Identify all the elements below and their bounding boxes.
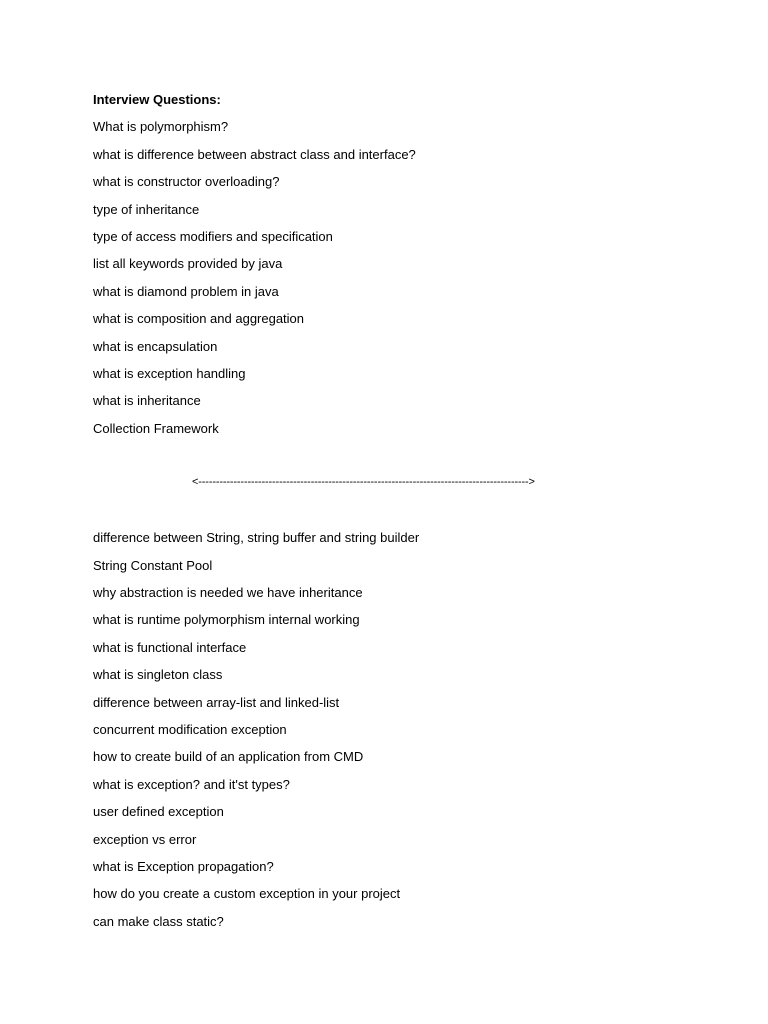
question-item: concurrent modification exception [93,721,287,737]
section-separator: <----------------------------------------------------------------------------------------------> [192,476,535,489]
question-item: how to create build of an application from CMD [93,749,364,765]
question-item: what is exception handling [93,365,246,381]
question-item: difference between String, string buffer and string builder [93,530,420,546]
question-item: why abstraction is needed we have inheritance [93,585,363,601]
question-item: what is Exception propagation? [93,858,274,874]
document-heading: Interview Questions: [93,92,221,107]
question-item: type of access modifiers and specification [93,228,333,244]
question-item: difference between array-list and linked-list [93,694,340,710]
question-item: list all keywords provided by java [93,256,283,272]
document-body [93,86,693,935]
question-item: what is functional interface [93,639,247,655]
question-item: what is difference between abstract class and interface? [93,146,416,162]
question-item: What is polymorphism? [93,119,229,135]
question-item: what is diamond problem in java [93,283,279,299]
question-item: user defined exception [93,804,224,820]
question-item: String Constant Pool [93,557,213,573]
blank-line [93,497,693,524]
question-item: can make class static? [93,913,224,929]
question-item: type of inheritance [93,201,200,217]
question-item: what is constructor overloading? [93,174,280,190]
question-item: what is singleton class [93,667,223,683]
question-item: how do you create a custom exception in your project [93,886,401,902]
question-item: exception vs error [93,831,197,847]
question-item: what is exception? and it'st types? [93,776,290,792]
question-item: what is encapsulation [93,338,218,354]
question-item: what is composition and aggregation [93,311,305,327]
question-item: Collection Framework [93,420,219,436]
question-item: what is inheritance [93,393,201,409]
question-item: what is runtime polymorphism internal working [93,612,360,628]
blank-line [93,442,693,469]
